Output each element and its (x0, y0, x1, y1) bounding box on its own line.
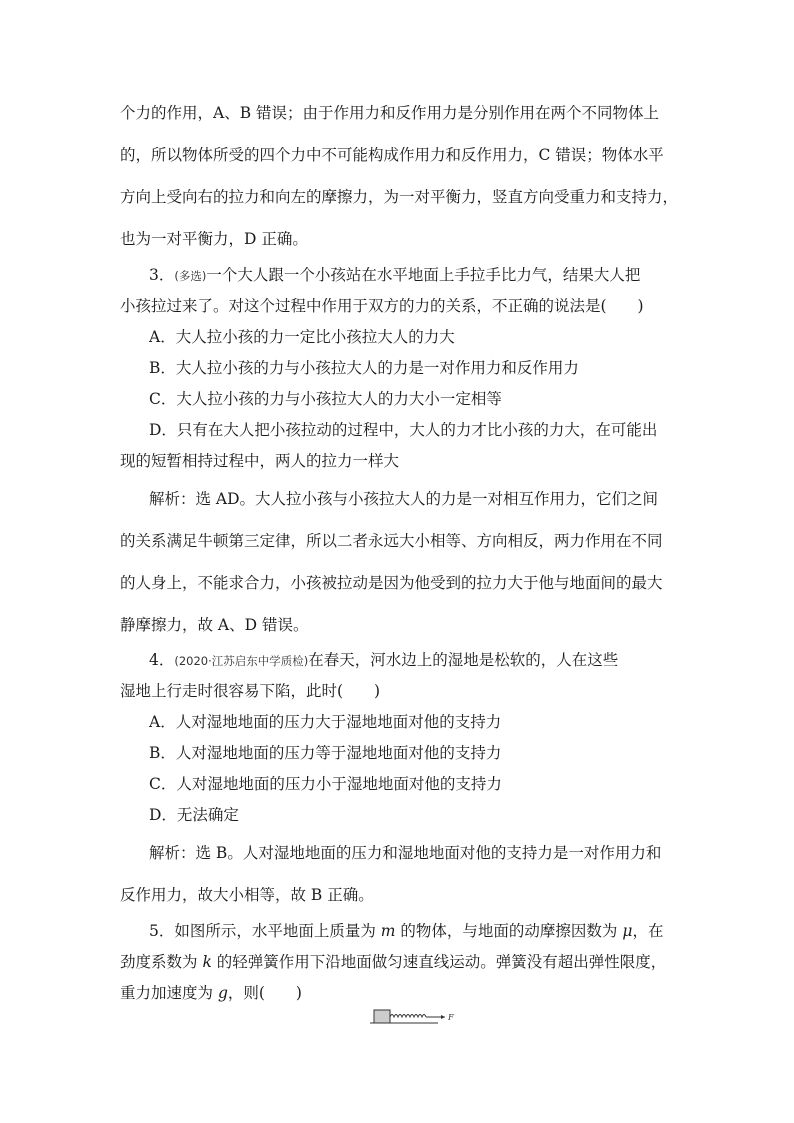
question-5-stem-line (120, 983, 302, 1003)
spring (390, 1015, 426, 1018)
question-text: 重力加速度为 (120, 984, 218, 1002)
analysis-line: 静摩擦力，故 A、D 错误。 (120, 616, 309, 634)
option-d: D．无法确定 (149, 806, 239, 824)
analysis-line: 个力的作用，A、B 错误；由于作用力和反作用力是分别作用在两个不同物体上 (120, 104, 660, 122)
option-c: C．大人拉小孩的力与小孩拉大人的力大小一定相等 (149, 390, 502, 408)
analysis-line: 的，所以物体所受的四个力中不可能构成作用力和反作用力，C 错误；物体水平 (120, 146, 664, 164)
question-tag: (多选) (174, 269, 207, 283)
analysis-line: 的关系满足牛顿第三定律，所以二者永远大小相等、方向相反，两力作用在不同 (120, 532, 663, 550)
option-a: A．人对湿地地面的压力大于湿地地面对他的支持力 (149, 713, 502, 731)
question-text: 一个大人跟一个小孩站在水平地面上手拉手比力气，结果大人把 (206, 266, 641, 284)
question-tag: (2020·江苏启东中学质检) (174, 654, 309, 668)
question-number: 3． (149, 266, 175, 284)
option-d: D．只有在大人把小孩拉动的过程中，大人的力才比小孩的力大，在可能出 (149, 421, 658, 439)
force-arrowhead (441, 1015, 445, 1019)
spring-block-figure (370, 1006, 470, 1026)
analysis-line: 反作用力，故大小相等，故 B 正确。 (120, 886, 374, 904)
option-b: B．大人拉小孩的力与小孩拉大人的力是一对作用力和反作用力 (149, 359, 579, 377)
option-d-continued: 现的短暂相持过程中，两人的拉力一样大 (120, 452, 400, 470)
spring-block-diagram (370, 1006, 470, 1026)
question-5-stem-line (120, 952, 666, 972)
force-label: F (448, 1013, 454, 1022)
question-4-stem-line: 湿地上行走时很容易下陷，此时( ) (120, 682, 381, 700)
variable-mu: μ (622, 922, 633, 940)
option-b: B．人对湿地地面的压力等于湿地地面对他的支持力 (149, 744, 502, 762)
question-text: 的轻弹簧作用下沿地面做匀速直线运动。弹簧没有超出弹性限度， (211, 953, 667, 971)
question-text: 在春天，河水边上的湿地是松软的，人在这些 (308, 651, 619, 669)
question-text: 劲度系数为 (120, 953, 203, 971)
variable-m: m (380, 922, 396, 940)
analysis-line: 方向上受向右的拉力和向左的摩擦力，为一对平衡力，竖直方向受重力和支持力， (120, 188, 679, 206)
option-c: C．人对湿地地面的压力小于湿地地面对他的支持力 (149, 775, 502, 793)
question-3-stem-line: 小孩拉过来了。对这个过程中作用于双方的力的关系，不正确的说法是( ) (120, 297, 644, 315)
question-text: 5．如图所示，水平地面上质量为 (149, 922, 381, 940)
analysis-line: 也为一对平衡力，D 正确。 (120, 230, 308, 248)
analysis-line: 的人身上，不能求合力，小孩被拉动是因为他受到的拉力大于他与地面间的最大 (120, 574, 663, 592)
question-5-stem (149, 921, 663, 941)
question-text: 的物体，与地面的动摩擦因数为 (395, 922, 623, 940)
analysis-line: 解析：选 B。人对湿地地面的压力和湿地地面对他的支持力是一对作用力和 (149, 844, 662, 862)
question-number: 4． (149, 651, 175, 669)
question-3-stem (149, 265, 640, 286)
question-4-stem (149, 650, 618, 671)
variable-g: g (217, 984, 228, 1002)
question-text: ，在 (632, 922, 664, 940)
variable-k: k (202, 953, 212, 971)
option-a: A．大人拉小孩的力一定比小孩拉大人的力大 (149, 328, 455, 346)
question-text: ，则( ) (227, 984, 302, 1002)
analysis-line: 解析：选 AD。大人拉小孩与小孩拉大人的力是一对相互作用力，它们之间 (149, 490, 659, 508)
block (374, 1010, 390, 1023)
